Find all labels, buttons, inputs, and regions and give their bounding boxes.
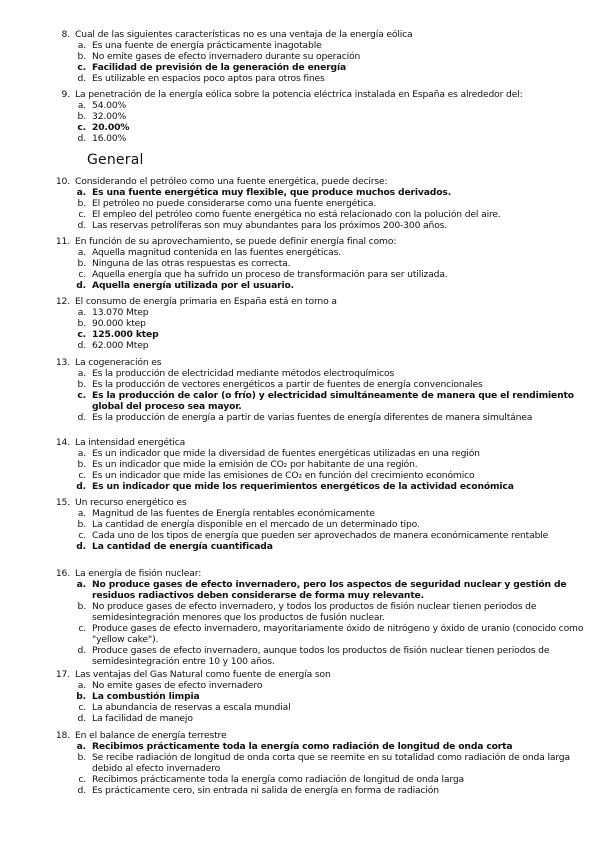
option-text: No produce gases de efecto invernadero, y todos los productos de fisión nuclear tienen periodos de semidesintegración menores que los productos de fusión nuclear. <box>92 601 537 623</box>
question-header <box>52 669 592 680</box>
question-header <box>52 176 592 187</box>
question-block <box>52 296 592 351</box>
option-letter: b. <box>77 318 86 329</box>
question-number: 15. <box>55 497 70 508</box>
option-text: Es prácticamente cero, sin entrada ni salida de energía en forma de radiación <box>92 785 439 796</box>
option-text: No emite gases de efecto invernadero <box>92 680 263 691</box>
answer-option <box>52 111 592 122</box>
option-letter: a. <box>77 247 86 258</box>
answer-option <box>52 412 592 423</box>
option-text: 13.070 Mtep <box>92 307 149 318</box>
option-letter: d. <box>76 280 86 291</box>
answer-option <box>52 340 592 351</box>
question-text: Considerando el petróleo como una fuente energética, puede decirse: <box>75 176 388 187</box>
answer-option <box>52 318 592 329</box>
option-letter: a. <box>77 40 86 51</box>
answer-option <box>52 774 592 785</box>
answer-option <box>52 269 592 280</box>
answer-option <box>52 645 592 667</box>
answer-option <box>52 530 592 541</box>
answer-option <box>52 601 592 623</box>
option-text: Es la producción de electricidad mediante métodos electroquímicos <box>92 368 395 379</box>
option-letter: b. <box>76 691 86 702</box>
question-block <box>52 236 592 291</box>
answer-option <box>52 368 592 379</box>
question-header <box>52 568 592 579</box>
option-letter: c. <box>78 702 86 713</box>
question-header <box>52 357 592 368</box>
question-number: 14. <box>55 437 70 448</box>
option-letter: d. <box>77 645 86 656</box>
option-text: 90.000 ktep <box>92 318 146 329</box>
correct-answer-option <box>52 280 592 291</box>
option-text: Es utilizable en espacios poco aptos para otros fines <box>92 73 325 84</box>
option-letter: a. <box>77 368 86 379</box>
answer-option <box>52 40 592 51</box>
option-letter: d. <box>76 481 86 492</box>
question-block <box>52 89 592 144</box>
option-text: Aquella energía utilizada por el usuario. <box>92 280 294 291</box>
correct-answer-option <box>52 541 592 552</box>
option-letter: a. <box>76 579 86 590</box>
option-letter: c. <box>78 774 86 785</box>
correct-answer-option <box>52 481 592 492</box>
question-text: El consumo de energía primaria en España está en torno a <box>75 296 337 307</box>
option-text: 62.000 Mtep <box>92 340 149 351</box>
question-number: 10. <box>55 176 70 187</box>
option-letter: d. <box>77 73 86 84</box>
option-letter: a. <box>76 187 86 198</box>
option-text: Produce gases de efecto invernadero, mayoritariamente óxido de nitrógeno y óxido de uranio (conocido como "yellow cake"). <box>92 623 584 645</box>
question-block <box>52 669 592 724</box>
question-header <box>52 89 592 100</box>
option-letter: b. <box>77 51 86 62</box>
option-letter: c. <box>77 122 86 133</box>
option-text: No emite gases de efecto invernadero durante su operación <box>92 51 361 62</box>
question-text: La penetración de la energía eólica sobre la potencia eléctrica instalada en España es alrededor del: <box>75 89 523 100</box>
option-text: Es la producción de vectores energéticos a partir de fuentes de energía convencionales <box>92 379 483 390</box>
question-number: 12. <box>55 296 70 307</box>
question-number: 13. <box>55 357 70 368</box>
question-number: 9. <box>61 89 70 100</box>
option-text: Se recibe radiación de longitud de onda corta que se reemite en su totalidad como radiación de onda larga debido al efecto invernadero <box>92 752 570 774</box>
answer-option <box>52 247 592 258</box>
correct-answer-option <box>52 122 592 133</box>
question-text: Las ventajas del Gas Natural como fuente de energía son <box>75 669 331 680</box>
option-letter: b. <box>77 752 86 763</box>
question-block <box>52 437 592 492</box>
answer-option <box>52 470 592 481</box>
option-text: Facilidad de previsión de la generación de energía <box>92 62 347 73</box>
question-number: 16. <box>55 568 70 579</box>
option-text: La facilidad de manejo <box>92 713 193 724</box>
question-number: 11. <box>55 236 70 247</box>
option-letter: c. <box>78 623 86 634</box>
answer-option <box>52 209 592 220</box>
option-text: Aquella energía que ha sufrido un proceso de transformación para ser utilizada. <box>92 269 448 280</box>
question-number: 8. <box>61 29 70 40</box>
question-header <box>52 730 592 741</box>
correct-answer-option <box>52 329 592 340</box>
question-text: En función de su aprovechamiento, se puede definir energía final como: <box>75 236 397 247</box>
option-letter: a. <box>77 680 86 691</box>
question-header <box>52 29 592 40</box>
answer-option <box>52 519 592 530</box>
question-text: La intensidad energética <box>75 437 186 448</box>
correct-answer-option <box>52 187 592 198</box>
correct-answer-option <box>52 62 592 73</box>
section-title: General <box>87 152 144 168</box>
option-letter: a. <box>77 448 86 459</box>
option-letter: d. <box>77 340 86 351</box>
option-text: El petróleo no puede considerarse como una fuente energética. <box>92 198 377 209</box>
question-block <box>52 357 592 423</box>
answer-option <box>52 198 592 209</box>
option-letter: d. <box>77 785 86 796</box>
answer-option <box>52 100 592 111</box>
option-text: La cantidad de energía disponible en el mercado de un determinado tipo. <box>92 519 420 530</box>
question-block <box>52 568 592 667</box>
answer-option <box>52 379 592 390</box>
answer-option <box>52 785 592 796</box>
option-text: Recibimos prácticamente toda la energía como radiación de longitud de onda larga <box>92 774 465 785</box>
correct-answer-option <box>52 579 592 601</box>
question-text: Un recurso energético es <box>75 497 187 508</box>
question-block <box>52 176 592 231</box>
option-letter: c. <box>77 329 86 340</box>
option-text: Es la producción de energía a partir de varias fuentes de energía diferentes de manera simultánea <box>92 412 533 423</box>
option-text: Cada uno de los tipos de energía que pueden ser aprovechados de manera económicamente rentable <box>92 530 549 541</box>
option-letter: d. <box>77 133 86 144</box>
option-text: La combustión limpia <box>92 691 200 702</box>
answer-option <box>52 713 592 724</box>
option-letter: d. <box>76 541 86 552</box>
option-text: Es una fuente energética muy flexible, que produce muchos derivados. <box>92 187 452 198</box>
option-letter: b. <box>77 198 86 209</box>
option-letter: b. <box>77 258 86 269</box>
option-text: 54.00% <box>92 100 127 111</box>
option-text: Es un indicador que mide la emisión de CO₂ por habitante de una región. <box>92 459 418 470</box>
option-letter: d. <box>77 713 86 724</box>
question-header <box>52 497 592 508</box>
option-text: Magnitud de las fuentes de Energía rentables económicamente <box>92 508 375 519</box>
option-letter: c. <box>77 390 86 401</box>
option-letter: c. <box>78 209 86 220</box>
option-letter: b. <box>77 601 86 612</box>
option-text: Recibimos prácticamente toda la energía como radiación de longitud de onda corta <box>92 741 513 752</box>
option-letter: a. <box>77 100 86 111</box>
option-text: 16.00% <box>92 133 127 144</box>
question-header <box>52 437 592 448</box>
answer-option <box>52 220 592 231</box>
correct-answer-option <box>52 741 592 752</box>
option-letter: c. <box>78 470 86 481</box>
option-letter: b. <box>77 459 86 470</box>
question-block <box>52 497 592 552</box>
option-text: Aquella magnitud contenida en las fuentes energéticas. <box>92 247 342 258</box>
option-text: La abundancia de reservas a escala mundial <box>92 702 291 713</box>
option-text: 20.00% <box>92 122 130 133</box>
option-text: Las reservas petrolíferas son muy abundantes para los próximos 200-300 años. <box>92 220 448 231</box>
question-block <box>52 29 592 84</box>
option-text: Produce gases de efecto invernadero, aunque todos los productos de fisión nuclear tienen periodos de semidesintegración entre 10 y 100 años. <box>92 645 550 667</box>
option-letter: c. <box>77 62 86 73</box>
option-text: Es un indicador que mide los requerimientos energéticos de la actividad económica <box>92 481 514 492</box>
option-letter: d. <box>77 412 86 423</box>
option-letter: a. <box>77 508 86 519</box>
answer-option <box>52 623 592 645</box>
question-text: En el balance de energía terrestre <box>75 730 227 741</box>
option-text: 125.000 ktep <box>92 329 159 340</box>
answer-option <box>52 51 592 62</box>
option-letter: c. <box>78 530 86 541</box>
answer-option <box>52 133 592 144</box>
question-block <box>52 730 592 796</box>
question-text: La energía de fisión nuclear: <box>75 568 202 579</box>
answer-option <box>52 459 592 470</box>
correct-answer-option <box>52 390 592 412</box>
option-letter: b. <box>77 379 86 390</box>
answer-option <box>52 258 592 269</box>
option-text: Es un indicador que mide la diversidad de fuentes energéticas utilizadas en una región <box>92 448 480 459</box>
question-header <box>52 236 592 247</box>
answer-option <box>52 307 592 318</box>
option-letter: d. <box>77 220 86 231</box>
answer-option <box>52 680 592 691</box>
answer-option <box>52 508 592 519</box>
option-letter: b. <box>77 111 86 122</box>
option-text: La cantidad de energía cuantificada <box>92 541 273 552</box>
option-letter: a. <box>77 307 86 318</box>
option-text: No produce gases de efecto invernadero, pero los aspectos de seguridad nuclear y gestión de residuos radiactivos deben considerarse de forma muy relevante. <box>92 579 567 601</box>
option-letter: c. <box>78 269 86 280</box>
option-letter: b. <box>77 519 86 530</box>
answer-option <box>52 448 592 459</box>
question-header <box>52 296 592 307</box>
option-text: Es un indicador que mide las emisiones de CO₂ en función del crecimiento económico <box>92 470 475 481</box>
question-text: Cual de las siguientes características no es una ventaja de la energía eólica <box>75 29 413 40</box>
correct-answer-option <box>52 691 592 702</box>
option-text: Es una fuente de energía prácticamente inagotable <box>92 40 322 51</box>
option-letter: a. <box>76 741 86 752</box>
answer-option <box>52 73 592 84</box>
option-text: El empleo del petróleo como fuente energética no está relacionado con la polución del aire. <box>92 209 501 220</box>
question-number: 17. <box>55 669 70 680</box>
option-text: Ninguna de las otras respuestas es correcta. <box>92 258 291 269</box>
answer-option <box>52 752 592 774</box>
question-text: La cogeneración es <box>75 357 162 368</box>
answer-option <box>52 702 592 713</box>
question-number: 18. <box>55 730 70 741</box>
option-text: 32.00% <box>92 111 127 122</box>
option-text: Es la producción de calor (o frío) y electricidad simultáneamente de manera que el rendimiento global del proceso sea mayor. <box>92 390 574 412</box>
